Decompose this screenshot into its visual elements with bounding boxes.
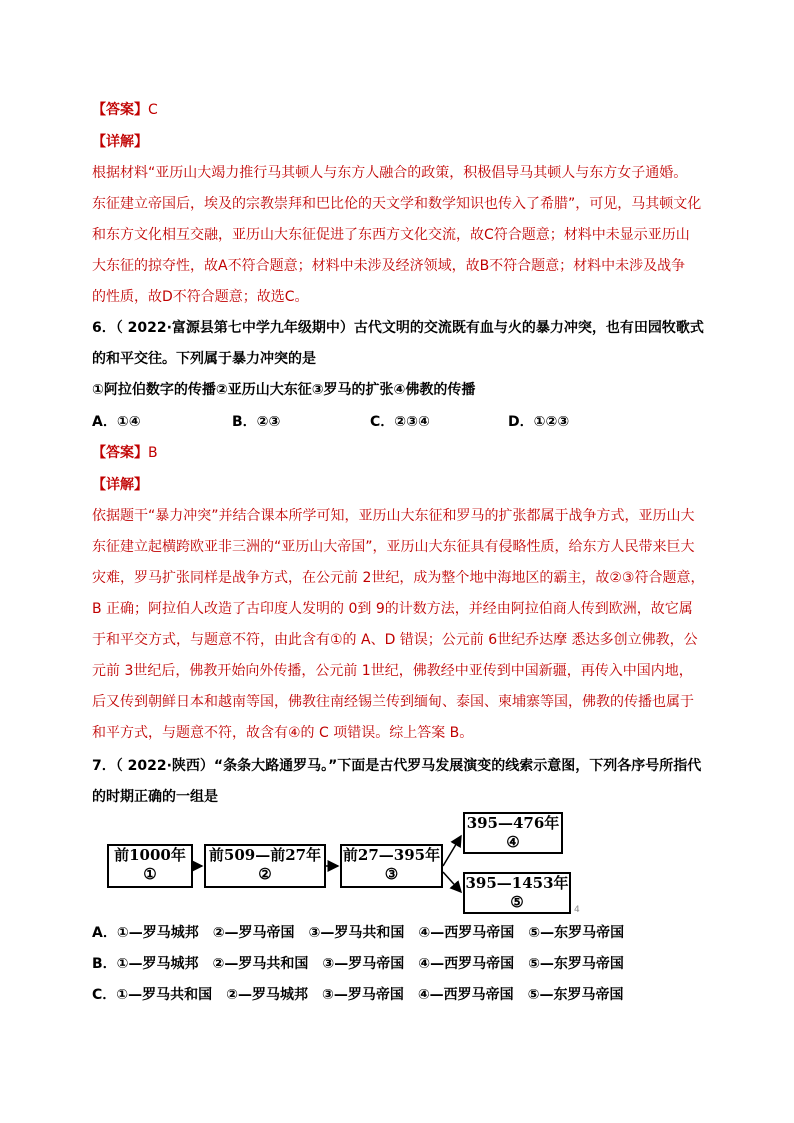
q7-option-b: B．①—罗马城邦 ②—罗马共和国 ③—罗马帝国 ④—西罗马帝国 ⑤—东罗马帝国 xyxy=(92,956,624,972)
q6-stem-line: 的和平交往。下列属于暴力冲突的是 xyxy=(92,351,316,367)
box-date: 前509—前27年 xyxy=(208,846,322,864)
box-number: ⑤ xyxy=(510,893,524,911)
q7-stem-line: 的时期正确的一组是 xyxy=(92,789,218,805)
q6-stem-line: 6．（ 2022·富源县第七中学九年级期中）古代文明的交流既有血与火的暴力冲突，也有田园牧歌式 xyxy=(92,320,704,336)
q6-explanation-line: 于和平交方式，与题意不符，由此含有①的 A、D 错误；公元前 6世纪乔达摩 悉达多创立佛教，公 xyxy=(92,632,698,648)
timeline-box-4 xyxy=(463,812,563,854)
box-number: ④ xyxy=(506,833,520,851)
q5-explanation-line: 和东方文化相互交融，亚历山大东征促进了东西方文化交流，故C符合题意；材料中未显示亚历山 xyxy=(92,227,690,243)
box-number: ① xyxy=(143,865,157,883)
q6-stem-line: ①阿拉伯数字的传播②亚历山大东征③罗马的扩张④佛教的传播 xyxy=(92,382,476,398)
q6-detail-label xyxy=(92,475,148,495)
q7-option-c: C．①—罗马共和国 ②—罗马城邦 ③—罗马帝国 ④—西罗马帝国 ⑤—东罗马帝国 xyxy=(92,987,624,1003)
box-date: 395—1453年 xyxy=(465,874,569,892)
q5-explanation-line: 根据材料“亚历山大竭力推行马其顿人与东方人融合的政策，积极倡导马其顿人与东方女子通婚。 xyxy=(92,165,688,181)
detail-label: 【详解】 xyxy=(92,134,148,150)
q7-stem-line: 7．（ 2022·陕西）“条条大路通罗马。”下面是古代罗马发展演变的线索示意图，下列各序号所指代 xyxy=(92,758,702,774)
q6-option-c: C．②③④ xyxy=(370,414,430,430)
timeline-box-3 xyxy=(340,844,443,888)
arrow-3-5 xyxy=(443,872,461,892)
answer-label: 【答案】 xyxy=(92,445,148,461)
timeline-box-1 xyxy=(107,844,193,888)
diagram-mark: 4 xyxy=(574,905,580,915)
q5-explanation-line: 的性质，故D不符合题意；故选C。 xyxy=(92,289,309,305)
q6-answer xyxy=(92,443,158,463)
timeline-box-5 xyxy=(463,872,571,914)
q6-explanation-line: 东征建立起横跨欧亚非三洲的“亚历山大帝国”，亚历山大东征具有侵略性质，给东方人民带来巨大 xyxy=(92,539,695,555)
q6-explanation-line: 和平方式，与题意不符，故含有④的 C 项错误。综上答案 B。 xyxy=(92,725,474,741)
answer-value: C xyxy=(148,102,158,118)
q6-explanation-line: 依据题干“暴力冲突”并结合课本所学可知，亚历山大东征和罗马的扩张都属于战争方式，亚历山大 xyxy=(92,508,695,524)
q5-detail-label xyxy=(92,132,148,152)
box-number: ③ xyxy=(384,865,399,883)
answer-value: B xyxy=(148,445,158,461)
box-number: ② xyxy=(258,865,272,883)
arrow-3-4 xyxy=(443,836,461,866)
q6-explanation-line: 后又传到朝鲜日本和越南等国，佛教往南经锡兰传到缅甸、泰国、柬埔寨等国，佛教的传播也属于 xyxy=(92,694,694,710)
q6-explanation-line: 元前 3世纪后，佛教开始向外传播，公元前 1世纪，佛教经中亚传到中国新疆，再传入中国内地， xyxy=(92,663,693,679)
box-date: 前1000年 xyxy=(114,846,186,864)
q6-option-d: D．①②③ xyxy=(508,414,570,430)
detail-label: 【详解】 xyxy=(92,477,148,493)
q6-option-b: B．②③ xyxy=(232,414,281,430)
q6-explanation-line: B 正确；阿拉伯人改造了古印度人发明的 0到 9的计数方法，并经由阿拉伯商人传到欧洲，故它属 xyxy=(92,601,693,617)
box-date: 395—476年 xyxy=(466,814,560,832)
q6-option-a: A．①④ xyxy=(92,414,141,430)
timeline-box-2 xyxy=(204,844,326,888)
box-date: 前27—395年 xyxy=(342,846,441,864)
answer-label: 【答案】 xyxy=(92,102,148,118)
q6-explanation-line: 灾难，罗马扩张同样是战争方式，在公元前 2世纪，成为整个地中海地区的霸主，故②③符合题意， xyxy=(92,570,705,586)
q7-option-a: A．①—罗马城邦 ②—罗马帝国 ③—罗马共和国 ④—西罗马帝国 ⑤—东罗马帝国 xyxy=(92,925,625,941)
q5-answer xyxy=(92,100,158,120)
q5-explanation-line: 大东征的掠夺性，故A不符合题意；材料中未涉及经济领域，故B不符合题意；材料中未涉及战争 xyxy=(92,258,686,274)
q5-explanation-line: 东征建立帝国后，埃及的宗教崇拜和巴比伦的天文学和数学知识也传入了希腊”，可见，马其顿文化 xyxy=(92,196,702,212)
